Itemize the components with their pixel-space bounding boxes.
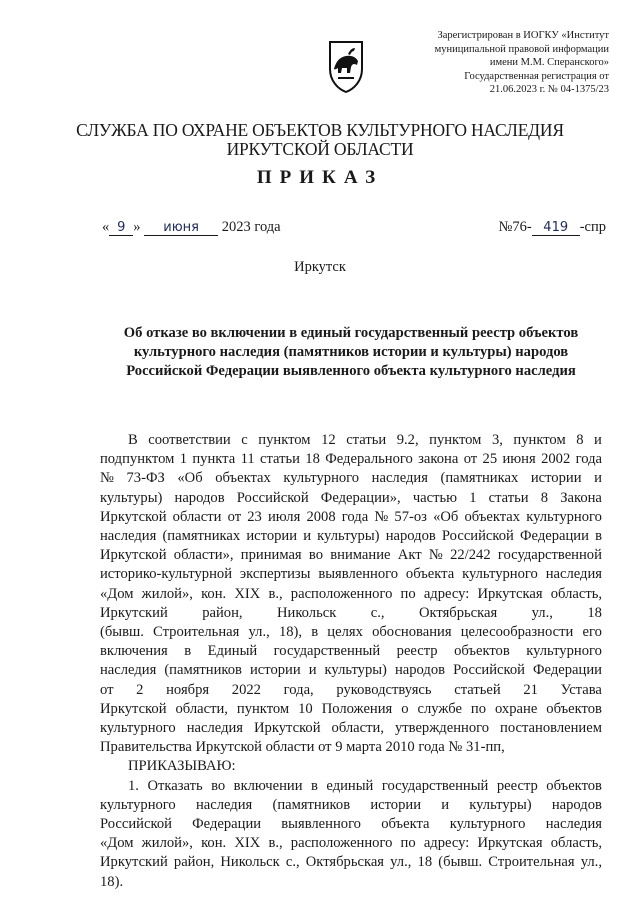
word: Акт [397,547,422,564]
word: расположенного [290,835,393,852]
word: от [100,681,114,698]
word: по [400,585,416,602]
word: Российской [453,662,525,679]
word: (памятниках [440,470,519,487]
word: по [400,835,416,852]
word: Иркутской [254,720,321,737]
word: народов [385,528,436,545]
word: выявленного [281,816,361,833]
word: 8 [576,432,584,448]
agency-title-line: СЛУЖБА ПО ОХРАНЕ ОБЪЕКТОВ КУЛЬТУРНОГО НАСЛЕДИЯ [76,120,564,140]
registration-line: 21.06.2023 г. № 04-1375/23 [489,84,609,95]
word: руководствуясь [336,681,432,698]
word: народов [551,796,602,813]
order-word: ПРИКАЗЫВАЮ: [128,758,236,775]
word: 18 [587,604,602,621]
date-open-quote: « [102,219,110,235]
word: Октябрьская [418,604,498,621]
word: наследия [186,720,244,737]
word: целях [327,624,363,641]
word: области, [331,720,384,737]
word: внимание [330,547,391,564]
order-item-1 [100,777,602,892]
word: Российской [236,489,309,506]
word: культуры) [100,489,163,506]
word: Федерации», [320,489,401,506]
word: частью [412,489,458,506]
word: включения [100,643,168,660]
word: культурного [100,720,176,737]
word: Федерации [520,528,589,545]
word: государственный [273,643,381,660]
item-line [100,834,602,853]
word: соответствии [148,432,231,448]
word: 2 [136,681,144,698]
preamble-line [100,719,602,738]
preamble-line [100,661,602,680]
word: и [594,432,602,448]
subject-line: Российской Федерации выявленного объекта культурного наследия [126,363,576,379]
word: Иркутской [100,547,167,564]
word: 1 [469,489,477,506]
item-line: 18). [100,873,124,890]
word: Иркутской [100,508,167,525]
word: пункта [192,451,236,468]
word: июня [502,451,536,468]
word: реестр [496,777,538,794]
word: (памятников [272,796,351,813]
word: статьи [259,451,300,468]
word: года, [283,681,314,698]
preamble-line [100,489,602,508]
subject-line: культурного наследия (памятников истории и культуры) народов [133,344,569,360]
word: Иркутской [100,700,167,717]
word: ул., [248,624,270,641]
word: Закона [560,489,602,506]
word: государственной [497,547,602,564]
preamble-paragraph [100,431,602,757]
word: единый [326,777,374,794]
agency-title [0,121,640,159]
word: истории [370,796,421,813]
word: 73-ФЗ [126,470,165,487]
word: народов [394,662,446,679]
word: 2022 [231,681,261,698]
word: Строительная [153,624,240,641]
word: объектах [464,508,521,525]
word: от [463,451,478,468]
word: № [428,547,443,564]
word: 25 [482,451,498,468]
word: культуры) [469,796,532,813]
word: 9.2, [396,432,419,448]
word: 3, [491,432,503,448]
word: культурного [526,643,602,660]
order-subject [100,324,602,381]
word: народов [174,489,225,506]
word: статьи [488,489,529,506]
word: Федерации [192,816,262,833]
word: (бывш. [100,624,144,641]
word: объектов [454,643,510,660]
word: (памятников [164,662,242,679]
word: Иркутская [477,835,543,852]
word: ул., [390,854,412,871]
word: область, [550,835,602,852]
word: район, [173,854,215,871]
word: утвержденного [394,720,490,737]
word: пунктом [429,432,482,448]
word: Устава [560,681,602,698]
word: № [100,470,114,487]
word: 22/242 [450,547,491,564]
word: (памятниках [162,528,241,545]
word: от [227,508,242,525]
word: службе [417,700,462,717]
agency-title-line: ИРКУТСКОЙ ОБЛАСТИ [226,139,414,159]
word: «Об [177,470,203,487]
word: истории [530,470,582,487]
word: реестр [396,643,438,660]
word: с., [370,604,385,621]
word: 21 [523,681,538,698]
word: ноября [166,681,210,698]
word: № [374,508,389,525]
word: о [401,700,409,717]
word: объектах [215,470,271,487]
word: наследия [100,528,157,545]
word: «Дом [100,585,134,602]
registration-line: муниципальной правовой информации [434,43,609,55]
preamble-line [100,700,602,719]
order-number-handwritten: 419 [532,221,580,236]
word: Федерации [533,662,602,679]
word: культуры) [317,528,380,545]
item-line [100,777,602,796]
word: пунктом [513,432,566,448]
word: культуры) [324,662,387,679]
order-number [499,219,606,236]
word: области», [173,547,234,564]
word: в., [268,835,283,852]
word: историко-культурной [100,566,232,583]
word: выявленного [318,566,399,583]
word: года [575,451,602,468]
word: Отказать [147,777,203,794]
word: Единый [207,643,258,660]
word: Иркутский [100,604,168,621]
word: экспертизы [239,566,311,583]
word: 23 [247,508,262,525]
word: закона [418,451,459,468]
word: наследия [545,816,602,833]
preamble-line: Правительства Иркутской области от 9 марта 2010 года № 31-пп, [100,739,505,756]
item-line [100,796,602,815]
word: его [582,624,602,641]
word: Положения [321,700,393,717]
item-line [100,853,602,872]
word: XIX [234,585,261,602]
word: 57-оз [394,508,427,525]
word: «Об [433,508,459,525]
word: в [311,624,319,641]
word: 2008 [306,508,336,525]
word: постановлением [500,720,602,737]
word: культурного [283,470,360,487]
word: наследия [371,470,428,487]
word: наследия [195,796,253,813]
preamble-line [100,681,602,700]
order-date [102,219,281,236]
word: адресу: [423,835,470,852]
word: охране [495,700,538,717]
word: статьи [346,432,387,448]
word: государственный [381,777,489,794]
word: 18), [278,624,303,641]
word: жилой», [141,585,193,602]
date-day-handwritten: 9 [109,221,133,236]
word: культурного [462,566,538,583]
word: 2002 [541,451,571,468]
word: Иркутская [477,585,543,602]
word: статьей [454,681,501,698]
word: ул., [531,604,553,621]
word: (бывш. [438,854,483,871]
word: 10 [298,700,313,717]
word: и [594,470,602,487]
word: включении [233,777,303,794]
word: Российской [441,528,514,545]
word: 1 [179,451,188,468]
word: Иркутский [100,854,168,871]
registration-line: Государственная регистрация от [464,70,609,82]
preamble-line [100,431,602,450]
word: кон. [201,835,227,852]
word: 1. [128,777,139,794]
word: объекта [405,566,455,583]
preamble-line [100,565,602,584]
word: область, [550,585,602,602]
city-name: Иркутск [294,259,346,275]
word: наследия [100,662,157,679]
word: и [308,662,317,679]
registration-line: Зарегистрирован в ИОГКУ «Институт [437,30,609,41]
word: Строительная [488,854,575,871]
date-year: 2023 года [221,219,281,235]
word: целесообразности [460,624,574,641]
word: 8 [540,489,549,506]
registration-line: имени М.М. Сперанского» [489,57,609,68]
word: в [311,777,318,794]
document-type-heading: ПРИКАЗ [256,167,384,188]
word: во [211,777,226,794]
word: 12 [321,432,336,448]
word: Российской [100,816,172,833]
word: и [441,796,450,813]
word: XIX [234,835,261,852]
word: Никольск [276,604,337,621]
word: наследия [545,566,602,583]
word: года [341,508,369,525]
word: с., [285,854,300,871]
preamble-line [100,546,602,565]
preamble-line [100,469,602,488]
word: культурного [526,508,602,525]
word: пунктом [258,432,311,448]
order-number-suffix: -спр [579,219,606,235]
word: пунктом [236,700,290,717]
word: июля [267,508,301,525]
word: Октябрьская [305,854,385,871]
subject-line: Об отказе во включении в единый государственный реестр объектов [123,325,579,341]
order-body [100,431,602,892]
coat-of-arms-emblem [326,39,366,94]
preamble-line [100,604,602,623]
word: Никольск [220,854,280,871]
word: расположенного [290,585,393,602]
word: 18 [305,451,320,468]
word: жилой», [141,835,193,852]
order-directive [100,757,602,776]
word: истории [249,662,301,679]
word: кон. [201,585,227,602]
word: ул., [580,854,602,871]
preamble-line [100,508,602,527]
date-close-quote: » [133,219,141,235]
word: В [128,432,138,448]
preamble-line [100,450,602,469]
word: по [470,700,487,717]
word: в [184,643,192,660]
word: 11 [240,451,255,468]
word: с [241,432,248,448]
word: области, [175,700,228,717]
word: объекта [381,816,430,833]
word: адресу: [423,585,470,602]
word: объектов [546,700,602,717]
word: «Дом [100,835,134,852]
preamble-line [100,527,602,546]
word: истории [246,528,298,545]
preamble-line [100,623,602,642]
word: и [303,528,311,545]
word: подпунктом [100,451,175,468]
word: район, [202,604,243,621]
item-line [100,815,602,834]
word: культурного [449,816,526,833]
date-month-handwritten: июня [144,221,218,236]
word: обоснования [372,624,452,641]
word: в., [268,585,283,602]
word: принимая [240,547,302,564]
word: во [308,547,324,564]
word: в [595,528,602,545]
preamble-line [100,642,602,661]
preamble-line [100,585,602,604]
word: культурного [100,796,176,813]
word: области [172,508,222,525]
registration-stamp [379,29,609,97]
word: Федерального [325,451,413,468]
word: 18 [417,854,433,871]
word: объектов [546,777,602,794]
order-number-prefix: №76- [498,219,532,235]
